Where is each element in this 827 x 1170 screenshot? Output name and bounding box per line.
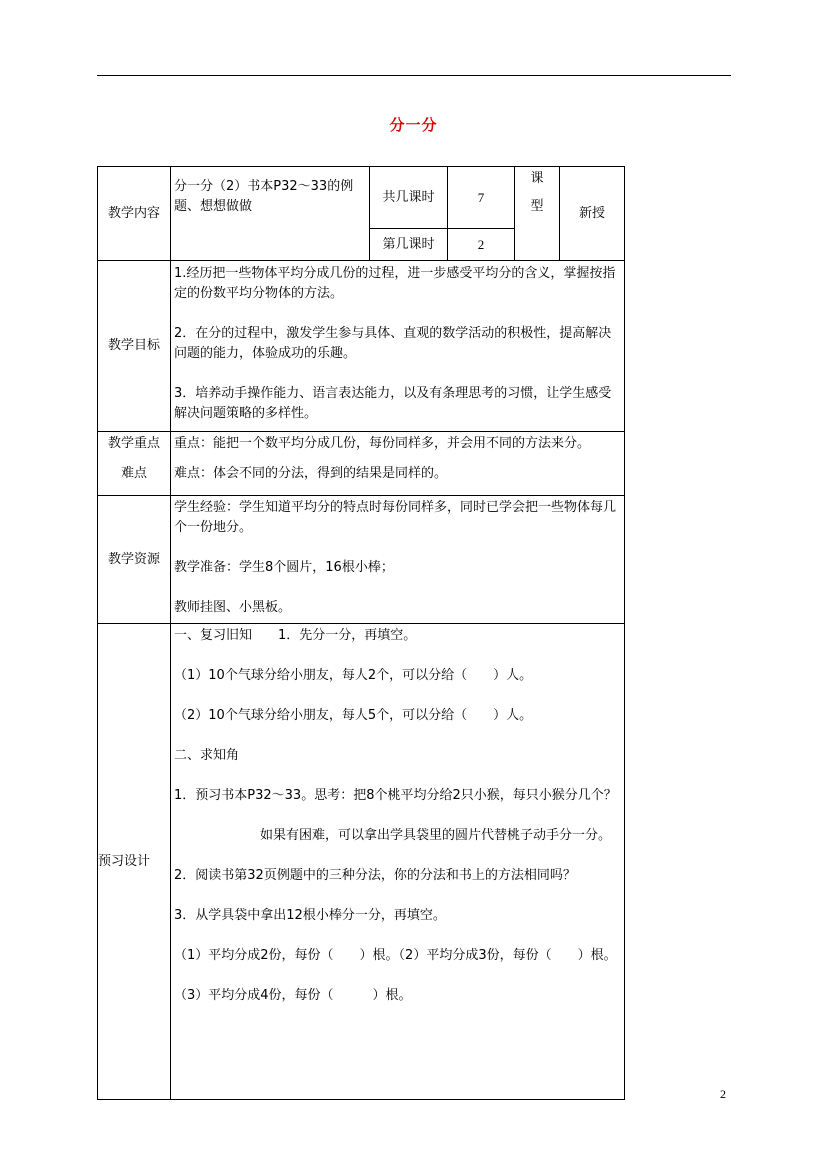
lesson-type-label-2: 型 <box>530 199 544 214</box>
page-number: 2 <box>720 1087 726 1101</box>
goal-item: 3．培养动手操作能力、语言表达能力，以及有条理思考的习惯，让学生感受解决问题策略的多样性。 <box>174 386 612 421</box>
goals-label: 教学目标 <box>98 261 171 432</box>
total-hours-value: 7 <box>448 167 515 229</box>
content-label: 教学内容 <box>98 167 171 261</box>
preview-task-hint: 如果有困难，可以拿出学具袋里的圆片代替桃子动手分一分。 <box>260 828 612 843</box>
preview-content <box>171 624 625 1100</box>
preview-fill-question: （3）平均分成4份，每份（ ）根。 <box>174 988 412 1003</box>
key-points-content <box>171 432 625 496</box>
resources-content <box>171 496 625 624</box>
key-points-label-2: 难点 <box>120 466 147 481</box>
content-text: 分一分（2）书本P32～33的例题、想想做做 <box>171 167 370 261</box>
review-question: （2）10个气球分给小朋友，每人5个，可以分给（ ）人。 <box>174 708 533 723</box>
goal-item: 1.经历把一些物体平均分成几份的过程，进一步感受平均分的含义，掌握按指定的份数平均分物体的方法。 <box>174 266 616 301</box>
review-question: （1）10个气球分给小朋友，每人2个，可以分给（ ）人。 <box>174 668 533 683</box>
goals-content <box>171 261 625 432</box>
resource-teacher: 教师挂图、小黑板。 <box>174 600 292 615</box>
key-difficulty: 难点：体会不同的分法，得到的结果是同样的。 <box>174 466 448 481</box>
resource-preparation: 教学准备：学生8个圆片，16根小棒； <box>174 560 394 575</box>
key-focus: 重点：能把一个数平均分成几份，每份同样多，并会用不同的方法来分。 <box>174 436 591 451</box>
current-hour-label: 第几课时 <box>370 229 448 261</box>
preview-label: 预习设计 <box>98 624 171 1100</box>
total-hours-label: 共几课时 <box>370 167 448 229</box>
preview-task: 2．阅读书第32页例题中的三种分法，你的分法和书上的方法相同吗？ <box>174 868 576 883</box>
key-points-label <box>98 432 171 496</box>
preview-task: 3．从学具袋中拿出12根小棒分一分，再填空。 <box>174 908 446 923</box>
new-knowledge-title: 二、求知角 <box>174 748 240 763</box>
preview-fill-question: （1）平均分成2份，每份（ ）根。（2）平均分成3份，每份（ ）根。 <box>174 948 617 963</box>
preview-task: 1．预习书本P32～33。思考：把8个桃平均分给2只小猴，每只小猴分几个？ <box>174 788 617 803</box>
goal-item: 2．在分的过程中，激发学生参与具体、直观的数学活动的积极性，提高解决问题的能力，体验成功的乐趣。 <box>174 326 612 361</box>
page-title: 分一分 <box>389 116 438 134</box>
resources-label: 教学资源 <box>98 496 171 624</box>
current-hour-value: 2 <box>448 229 515 261</box>
resource-experience: 学生经验：学生知道平均分的特点时每份同样多，同时已学会把一些物体每几个一份地分。 <box>174 500 617 535</box>
lesson-type-label <box>515 167 560 261</box>
lesson-type-label-1: 课 <box>530 171 544 186</box>
lesson-type-value: 新授 <box>560 167 625 261</box>
key-points-label-1: 教学重点 <box>107 436 160 451</box>
header-rule <box>97 75 731 76</box>
lesson-plan-table <box>97 166 625 1100</box>
review-title: 一、复习旧知 1．先分一分，再填空。 <box>174 628 417 643</box>
